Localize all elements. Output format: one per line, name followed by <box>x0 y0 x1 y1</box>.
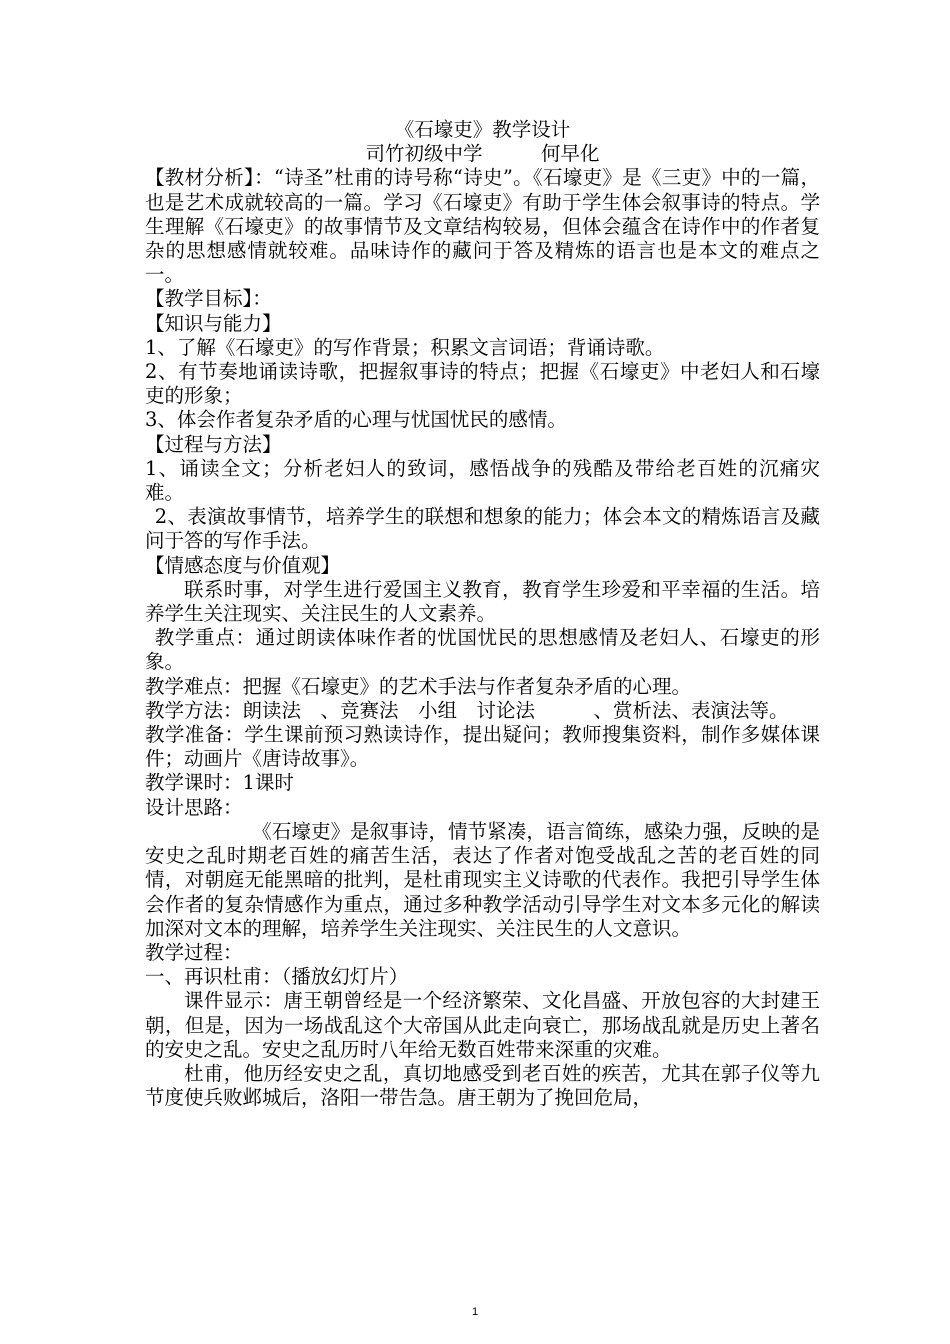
textbook-analysis-paragraph: 【教材分析】：“诗圣”杜甫的诗号称“诗史”。《石壕吏》是《三吏》中的一篇，也是艺术成就较高的一篇。学习《石壕吏》有助于学生体会叙事诗的特点。学生理解《石壕吏》的故事情节及文章结构较易，但体会蕴含在诗作中的作者复杂的思想感情就较难。品味诗作的藏问于答及精炼的语言也是本文的难点之一。 <box>145 166 820 287</box>
page-number: 1 <box>471 1306 479 1318</box>
design-idea-paragraph: 《石壕吏》是叙事诗，情节紧凑，语言简练，感染力强，反映的是安史之乱时期老百姓的痛苦生活，表达了作者对饱受战乱之苦的老百姓的同情，对朝庭无能黑暗的批判，是杜甫现实主义诗歌的代表作。我把引导学生体会作者的复杂情感作为重点，通过多种教学活动引导学生对文本多元化的解读加深对文本的理解，培养学生关注现实、关注民生的人文意识。 <box>145 819 820 940</box>
teaching-focus: 教学重点：通过朗读体味作者的忧国忧民的思想感情及老妇人、石壕吏的形象。 <box>145 626 820 674</box>
teaching-preparation: 教学准备：学生课前预习熟读诗作，提出疑问；教师搜集资料，制作多媒体课件；动画片《唐诗故事》。 <box>145 723 820 771</box>
section-heading: 一、再识杜甫：（播放幻灯片） <box>145 965 409 989</box>
body-paragraph: 杜甫，他历经安史之乱，真切地感受到老百姓的疾苦，尤其在郭子仪等九节度使兵败邺城后，洛阳一带告急。唐王朝为了挽回危局， <box>145 1061 820 1110</box>
process-item: 1、诵读全文；分析老妇人的致词，感悟战争的残酷及带给老百姓的沉痛灾难。 <box>145 456 820 505</box>
teaching-difficulty: 教学难点：把握《石壕吏》的艺术手法与作者复杂矛盾的心理。 <box>145 674 692 698</box>
design-idea-heading: 设计思路： <box>145 795 243 819</box>
knowledge-ability-heading: 【知识与能力】 <box>145 311 282 335</box>
teaching-goals-heading: 【教学目标】： <box>145 287 272 311</box>
goal-item: 2、有节奏地诵读诗歌，把握叙事诗的特点；把握《石壕吏》中老妇人和石壕吏的形象； <box>145 360 820 408</box>
teaching-process-heading: 教学过程： <box>145 940 243 964</box>
emotion-values-paragraph: 联系时事，对学生进行爱国主义教育，教育学生珍爱和平幸福的生活。培养学生关注现实、关注民生的人文素养。 <box>145 577 820 626</box>
body-paragraph: 课件显示：唐王朝曾经是一个经济繁荣、文化昌盛、开放包容的大封建王朝，但是，因为一场战乱这个大帝国从此走向衰亡，那场战乱就是历史上著名的安史之乱。安史之乱历时八年给无数百姓带来深重的灾难。 <box>145 989 820 1061</box>
author-line: 司竹初级中学 何早化 <box>365 142 600 166</box>
document-title: 《石壕吏》教学设计 <box>394 118 571 141</box>
emotion-values-heading: 【情感态度与价值观】 <box>145 553 341 577</box>
process-method-heading: 【过程与方法】 <box>145 432 282 456</box>
teaching-hours: 教学课时：1课时 <box>145 771 294 795</box>
goal-item: 3、体会作者复杂矛盾的心理与忧国忧民的感情。 <box>145 408 567 432</box>
goal-item: 1、了解《石壕吏》的写作背景；积累文言词语；背诵诗歌。 <box>145 335 665 359</box>
document-body <box>145 118 820 1110</box>
process-item: 2、表演故事情节，培养学生的联想和想象的能力；体会本文的精炼语言及藏问于答的写作手法。 <box>145 505 820 553</box>
teaching-methods: 教学方法：朗读法 、竞赛法 小组 讨论法 、赏析法、表演法等。 <box>145 698 789 722</box>
